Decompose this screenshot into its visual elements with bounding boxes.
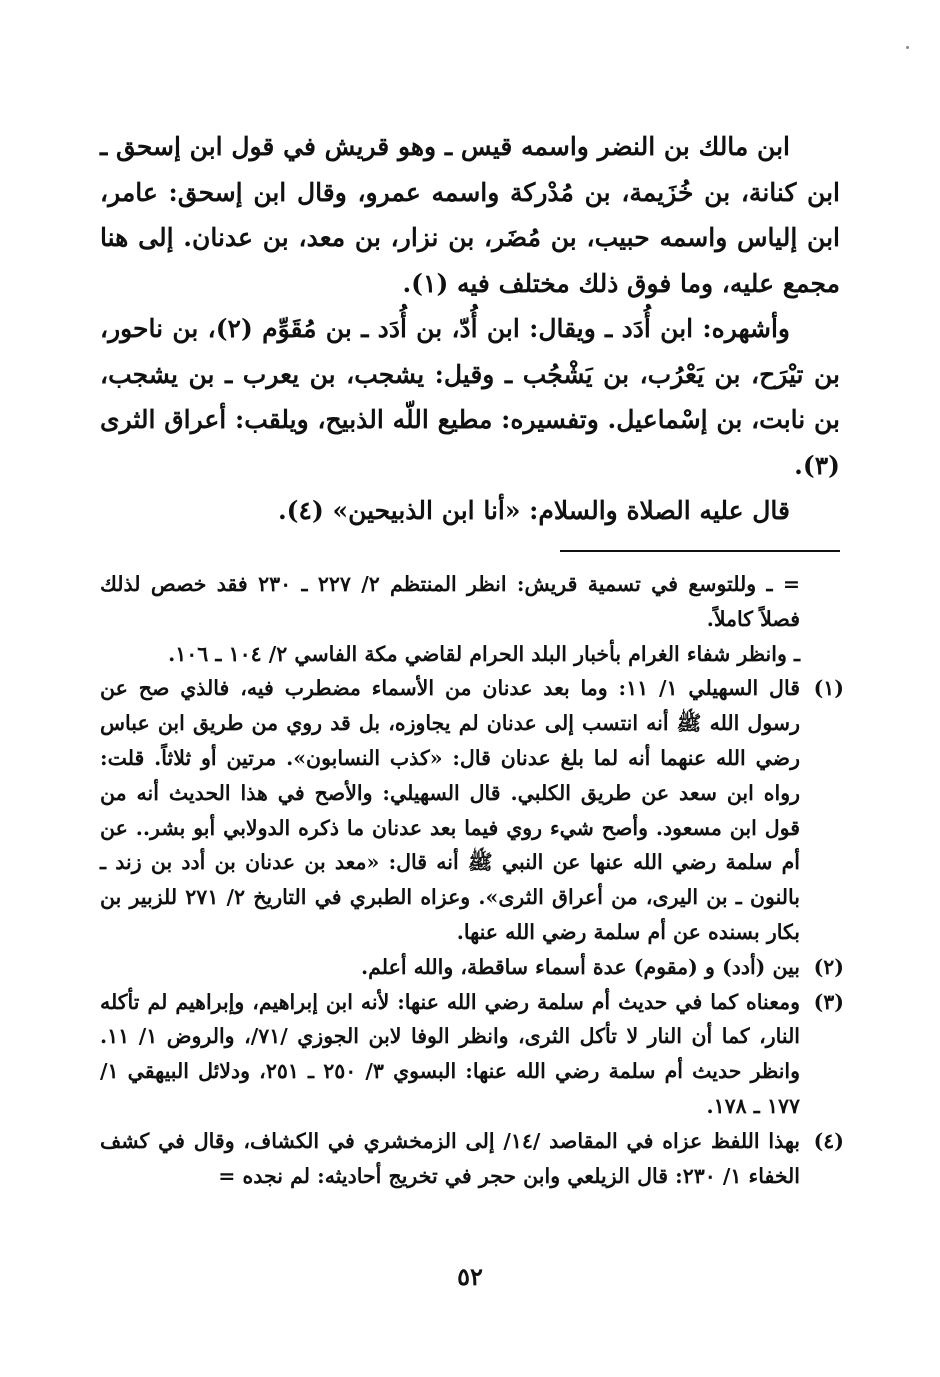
footnotes xyxy=(100,567,844,1193)
footnote-marker: (١) xyxy=(813,676,844,701)
footnote-marker: (٣) xyxy=(813,989,844,1014)
main-paragraph-1: ابن مالك بن النضر واسمه قيس ـ وهو قريش في قول ابن إسحق ـ ابن كنانة، بن خُزَيمة، بن مُدْركة واسمه عمرو، وقال ابن إسحق: عامر، ابن إلياس واسمه حبيب، بن مُضَر، بن نزار، بن معد، بن عدنان. إلى هنا مجمع عليه، وما فوق ذلك مختلف فيه (١). xyxy=(100,132,840,298)
footnote-continuation-2: ـ وانظر شفاء الغرام بأخبار البلد الحرام لقاضي مكة الفاسي ٢/ ١٠٤ ـ ١٠٦. xyxy=(168,641,800,666)
footnote-separator xyxy=(560,550,840,552)
footnote-marker: (٢) xyxy=(813,954,844,979)
footnote-3 xyxy=(100,985,844,1124)
footnote-2 xyxy=(100,950,844,985)
footnote-1 xyxy=(100,671,844,949)
footnote-marker: (٤) xyxy=(813,1128,844,1153)
page-number: ٥٢ xyxy=(457,1262,483,1291)
footnote-text: بهذا اللفظ عزاه في المقاصد /١٤/ إلى الزمخشري في الكشاف، وقال في كشف الخفاء ١/ ٢٣٠: قال الزيلعي وابن حجر في تخريج أحاديثه: لم نجده = xyxy=(100,1128,800,1188)
main-paragraph-3: قال عليه الصلاة والسلام: «أنا ابن الذبيحين» (٤). xyxy=(277,496,790,525)
main-paragraph-2: وأشهره: ابن أُدَد ـ ويقال: ابن أُدّ، بن أُدَد ـ بن مُقَوِّم (٢)، بن ناحور، بن تيْرَح، بن يَعْرُب، بن يَشْجُب ـ وقيل: يشجب، بن يعرب ـ بن يشجب، بن نابت، بن إسْماعيل. وتفسيره: مطيع اللّه الذبيح، ويلقب: أعراق الثرى (٣). xyxy=(100,314,840,480)
main-text xyxy=(100,124,840,534)
footnote-4 xyxy=(100,1124,844,1194)
footnote-text: قال السهيلي ١/ ١١: وما بعد عدنان من الأسماء مضطرب فيه، فالذي صح عن رسول الله ﷺ أنه انتسب إلى عدنان لم يجاوزه، بل قد روي من طريق ابن عباس رضي الله عنهما أنه لما بلغ عدنان قال: «كذب النسابون». مرتين أو ثلاثاً. قلت: رواه ابن سعد عن طريق الكلبي. قال السهيلي: والأصح في هذا الحديث أنه من قول ابن مسعود. وأصح شيء روي فيما بعد عدنان ما ذكره الدولابي أبو بشر.. عن أم سلمة رضي الله عنها عن النبي ﷺ أنه قال: «معد بن عدنان بن أدد بن زند ـ بالنون ـ بن اليرى، من أعراق الثرى». وعزاه الطبري في التاريخ ٢/ ٢٧١ للزبير بن بكار بسنده عن أم سلمة رضي الله عنها. xyxy=(100,676,800,944)
footnote-text: ومعناه كما في حديث أم سلمة رضي الله عنها: لأنه ابن إبراهيم، وإبراهيم لم تأكله النار، كما أن النار لا تأكل الثرى، وانظر الوفا لابن الجوزي /٧١/، والروض ١/ ١١. وانظر حديث أم سلمة رضي الله عنها: البسوي ٣/ ٢٥٠ ـ ٢٥١، ودلائل البيهقي ١/ ١٧٧ ـ ١٧٨. xyxy=(100,989,801,1118)
footnote-text: بين (أدد) و (مقوم) عدة أسماء ساقطة، والله أعلم. xyxy=(361,954,800,979)
scan-speck xyxy=(906,46,909,49)
footnote-continuation-1: = ـ وللتوسع في تسمية قريش: انظر المنتظم ٢/ ٢٢٧ ـ ٢٣٠ فقد خصص لذلك فصلاً كاملاً. xyxy=(100,572,801,631)
